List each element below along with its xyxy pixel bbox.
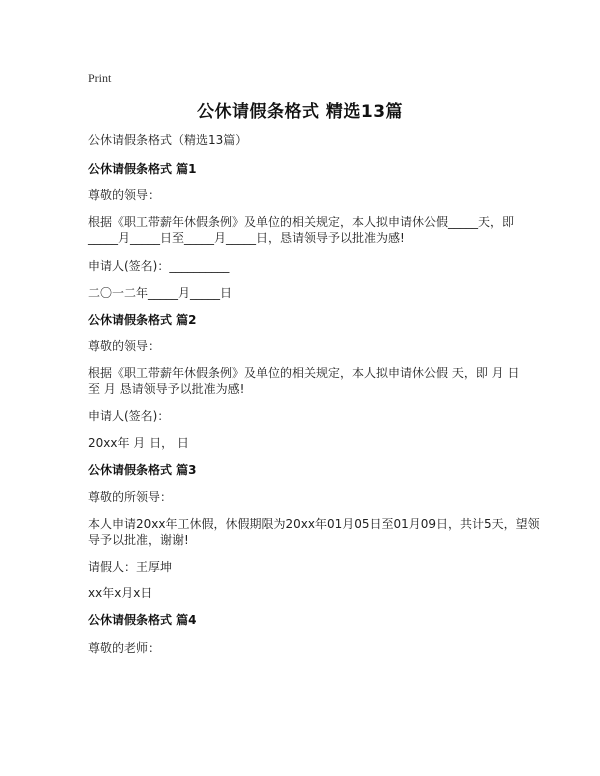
salutation-4: 尊敬的老师：: [88, 641, 161, 655]
signature-3: 请假人：王厚坤: [88, 560, 173, 574]
body-line-3a: 本人申请20xx年工休假，休假期限为20xx年01月05日至01月09日，共计5天，望领: [88, 517, 540, 531]
signature-2: 申请人(签名)：: [88, 409, 170, 423]
body-line-1a: 根据《职工带薪年休假条例》及单位的相关规定，本人拟申请休公假_____天，即: [88, 215, 515, 229]
section-heading-1: 公休请假条格式 篇1: [88, 162, 197, 176]
salutation-3: 尊敬的所领导：: [88, 490, 173, 504]
date-2: 20xx年 月 日， 日: [88, 436, 189, 450]
body-line-2b: 至 月 恳请领导予以批准为感!: [88, 382, 245, 396]
date-3: xx年x月x日: [88, 586, 153, 600]
date-1: 二〇一二年_____月_____日: [88, 286, 233, 300]
signature-1: 申请人(签名)：__________: [88, 259, 230, 273]
section-heading-3: 公休请假条格式 篇3: [88, 463, 197, 477]
body-line-2a: 根据《职工带薪年休假条例》及单位的相关规定，本人拟申请休公假 天，即 月 日: [88, 366, 520, 380]
subtitle: 公休请假条格式（精选13篇）: [88, 133, 248, 147]
section-heading-2: 公休请假条格式 篇2: [88, 313, 197, 327]
salutation-1: 尊敬的领导：: [88, 188, 161, 202]
section-heading-4: 公休请假条格式 篇4: [88, 613, 197, 627]
salutation-2: 尊敬的领导：: [88, 339, 161, 353]
print-label[interactable]: Print: [88, 71, 112, 85]
body-line-3b: 导予以批准，谢谢!: [88, 533, 189, 547]
body-line-1b: _____月_____日至_____月_____日，恳请领导予以批准为感!: [88, 231, 405, 245]
page-title: 公休请假条格式 精选13篇: [196, 102, 404, 122]
